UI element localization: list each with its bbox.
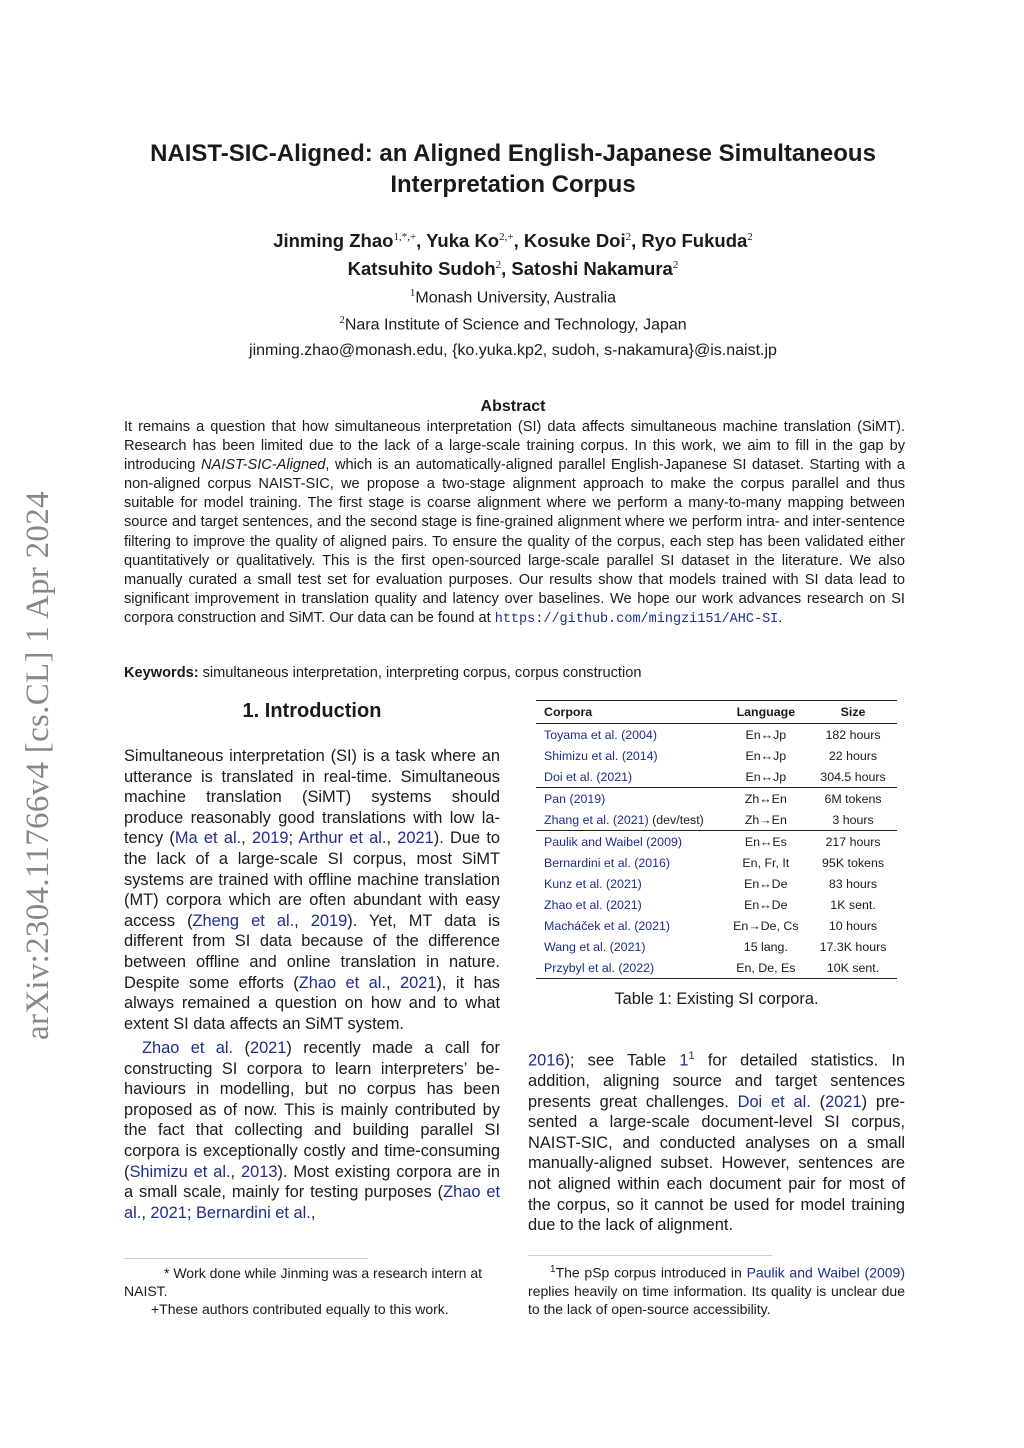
- language-cell: En↔Jp: [745, 748, 787, 763]
- citation-link[interactable]: 2016: [528, 1051, 565, 1070]
- corpus-citation[interactable]: Toyama et al. (2004): [544, 727, 657, 742]
- table-row: [536, 831, 897, 853]
- language-cell: En↔Jp: [745, 727, 787, 742]
- paragraph-text: ). Most existing corpora are in a small scale, mainly for testing purposes (: [124, 1162, 501, 1202]
- author-line-1: Jinming Zhao$^{1,*,+}$, Yuka $Ko^{2,+}$, Kosuke Doi$^2$, Ryo Fukuda$^2$: [273, 230, 753, 251]
- citation-link[interactable]: 2021: [150, 1203, 187, 1222]
- title-line-1: NAIST-SIC-Aligned: an Aligned English-Japanese Simultaneous: [150, 140, 876, 167]
- language-cell: En↔De: [744, 897, 788, 912]
- table-reference-link[interactable]: 1: [679, 1051, 689, 1070]
- paragraph-text: ,: [386, 829, 398, 848]
- affiliation-mark: 1: [409, 287, 416, 299]
- footnote-number: 1: [550, 1264, 556, 1275]
- author-affiliation-mark: 2: [495, 258, 502, 271]
- size-cell: 182 hours: [825, 727, 881, 742]
- language-cell: En, Fr, It: [742, 855, 790, 870]
- corpus-citation[interactable]: Zhang et al. (2021): [544, 812, 649, 827]
- language-cell: En↔Es: [744, 834, 787, 849]
- keywords-label: Keywords:: [124, 665, 199, 681]
- keywords: [124, 665, 905, 681]
- intro-paragraph-1: [124, 746, 500, 1034]
- corpus-note: (dev/test): [648, 812, 704, 827]
- paragraph-text: ,: [294, 911, 311, 930]
- corpus-citation[interactable]: Macháček et al. (2021): [544, 918, 671, 933]
- corpus-citation[interactable]: Wang et al. (2021): [544, 939, 646, 954]
- paragraph-text: ); see Table: [564, 1051, 680, 1070]
- paragraph-text: ,: [310, 1203, 316, 1222]
- paragraph-text: ;: [288, 829, 299, 848]
- paragraph-text: ) recently made a call for constructing SI corpora to learn interpreters’ behaviours in modelling, but no corpus has been proposed as of now. This is mainly contributed by the fact that collecting and building parallel SI corpora is exceptionally costly and time-consuming (: [124, 1039, 500, 1181]
- author-name: Kosuke Doi: [523, 230, 626, 251]
- affiliation-mark: 2: [339, 314, 345, 326]
- size-cell: 3 hours: [832, 812, 874, 827]
- footnote-marker[interactable]: 1: [688, 1050, 695, 1062]
- intro-paragraph-2: [124, 1038, 500, 1223]
- footnote-text: replies heavily on time information. Its quality is unclear due to the lack of open-source accessibility.: [528, 1282, 905, 1317]
- paragraph-text: ,: [141, 1203, 151, 1222]
- table-row: [536, 745, 897, 766]
- size-cell: 17.3K hours: [819, 939, 887, 954]
- paragraph-text: (: [233, 1039, 250, 1057]
- column-header-corpora: Corpora: [544, 704, 593, 719]
- author-line-2: Katsuhito Sudoh$^2$, Satoshi Nakamura$^2$: [347, 258, 679, 279]
- size-cell: 6M tokens: [824, 791, 882, 806]
- paragraph-text: ,: [230, 1162, 241, 1181]
- citation-link[interactable]: Arthur et al.: [298, 829, 387, 848]
- citation-link[interactable]: 2021: [397, 829, 434, 848]
- corpus-citation[interactable]: Doi et al. (2021): [544, 769, 633, 784]
- dataset-name: NAIST-SIC-Aligned: [200, 457, 326, 474]
- affiliation-2: [110, 314, 916, 334]
- corpus-citation[interactable]: Pan (2019): [544, 791, 606, 806]
- affiliation-text: Monash University, Australia: [415, 289, 617, 307]
- table-row: [536, 915, 897, 936]
- size-cell: 95K tokens: [822, 855, 885, 870]
- citation-link[interactable]: 2021: [249, 1039, 287, 1057]
- author-name: Satoshi Nakamura: [511, 258, 673, 279]
- citation-link[interactable]: Zhao et al.: [124, 1183, 500, 1222]
- size-cell: 10 hours: [828, 918, 878, 933]
- paragraph-text: ,: [385, 973, 400, 992]
- intro-paragraph-2-continued: [528, 1046, 905, 1236]
- citation-link[interactable]: Zheng et al.: [192, 911, 295, 930]
- citation-link[interactable]: Shimizu et al.: [129, 1162, 231, 1181]
- footnote-equal-contribution: +These authors contributed equally to this work.: [151, 1301, 449, 1317]
- si-corpora-table: [536, 700, 897, 979]
- size-cell: 217 hours: [825, 834, 881, 849]
- citation-link[interactable]: Zhao et al.: [298, 973, 386, 992]
- abstract-heading: Abstract: [480, 398, 546, 415]
- paragraph-text: ,: [241, 829, 252, 848]
- language-cell: Zh↔En: [744, 791, 787, 806]
- table-row: [536, 788, 897, 810]
- table-row: [536, 894, 897, 915]
- citation-link[interactable]: Doi et al.: [737, 1092, 811, 1111]
- language-cell: En↔Jp: [745, 769, 787, 784]
- affiliation-1: [110, 287, 916, 307]
- keywords-text: simultaneous interpretation, interpreting corpus, corpus construction: [202, 665, 642, 681]
- corpus-citation[interactable]: Przybyl et al. (2022): [544, 960, 655, 975]
- citation-link[interactable]: 2019: [251, 829, 289, 848]
- table-row: [536, 873, 897, 894]
- author-affiliation-mark: 2: [672, 258, 679, 271]
- language-cell: En↔De: [744, 876, 788, 891]
- author-affiliation-mark: 2,+: [499, 230, 514, 243]
- author-affiliation-mark: 1,*,+: [393, 230, 417, 243]
- author-name: Katsuhito Sudoh: [347, 258, 496, 279]
- table-row: [536, 957, 897, 979]
- paragraph-text: (: [810, 1092, 826, 1111]
- table-header-row: [536, 701, 897, 724]
- table-row: [536, 936, 897, 957]
- footnote-divider: [124, 1258, 368, 1259]
- citation-link[interactable]: Zhao et al.: [142, 1039, 234, 1057]
- citation-link[interactable]: Ma et al.: [174, 829, 242, 848]
- table-row: [536, 724, 897, 746]
- author-affiliation-mark: 2: [747, 230, 753, 243]
- size-cell: 1K sent.: [830, 897, 876, 912]
- title-line-2: Interpretation Corpus: [390, 171, 636, 198]
- table-row: [536, 852, 897, 873]
- footnote-psp-corpus: [528, 1261, 905, 1318]
- arxiv-identifier-stamp: arXiv:2304.11766v4 [cs.CL] 1 Apr 2024: [20, 491, 56, 1040]
- corpus-citation[interactable]: Kunz et al. (2021): [544, 876, 642, 891]
- citation-link[interactable]: 2013: [240, 1162, 278, 1181]
- abstract-text: It remains a question that how simultaneous interpretation (SI) data affects simultaneous machine translation (SiMT). Research has been limited due to the lack of a large-scale training corpus. In this work, we aim to fill in the gap by introducing: [124, 419, 905, 474]
- language-cell: En→De, Cs: [733, 918, 799, 933]
- size-cell: 83 hours: [828, 876, 878, 891]
- paragraph-text: ). Yet, MT data is different from SI data because of the difference between offline and online translation in nature. Despite some efforts (: [124, 911, 500, 992]
- size-cell: 22 hours: [828, 748, 878, 763]
- footnote-divider: [528, 1255, 772, 1256]
- corpus-citation[interactable]: Bernardini et al. (2016): [544, 855, 671, 870]
- footnote-text: The pSp corpus introduced in: [555, 1264, 747, 1281]
- paragraph-text: ;: [186, 1203, 196, 1222]
- language-cell: 15 lang.: [743, 939, 788, 954]
- abstract-text: .: [778, 609, 783, 626]
- language-cell: Zh→En: [744, 812, 787, 827]
- paragraph-text: ), it has always remained a question on how and to what extent SI data affects an SiMT system.: [124, 973, 501, 1033]
- citation-link[interactable]: Paulik and Waibel (2009): [746, 1264, 905, 1281]
- repository-link[interactable]: https://github.com/mingzi151/AHC-SI: [494, 611, 779, 627]
- abstract-body: [124, 418, 905, 629]
- corpus-citation[interactable]: Paulik and Waibel (2009): [544, 834, 682, 849]
- size-cell: 304.5 hours: [820, 769, 886, 784]
- size-cell: 10K sent.: [826, 960, 880, 975]
- table-row: [536, 809, 897, 831]
- paragraph-text: ). Due to the lack of a large-scale SI corpus, most SiMT systems are trained with offline machine translation (MT) corpora which are often abundant with easy access (: [124, 829, 501, 930]
- corpus-citation[interactable]: Shimizu et al. (2014): [544, 748, 658, 763]
- citation-link[interactable]: 2021: [825, 1092, 862, 1111]
- paragraph-text: ) presented a large-scale document-level SI corpus, NAIST-SIC, and conducted analyses on a small manually-aligned subset. However, sentences are not aligned within each document pair for most of the corpus, so it cannot be used for model training due to the lack of alignment.: [528, 1092, 906, 1235]
- author-name: Jinming Zhao: [273, 230, 394, 251]
- footnote-work-done: * Work done while Jinming was a research intern at NAIST.: [124, 1265, 483, 1299]
- citation-link[interactable]: 2019: [310, 911, 348, 930]
- affiliation-text: Nara Institute of Science and Technology, Japan: [344, 316, 687, 334]
- section-heading-introduction: 1. Introduction: [242, 700, 382, 722]
- abstract-text: , which is an automatically-aligned parallel English-Japanese SI dataset. Starting with a non-aligned corpus NAIST-SIC, we propose a two-stage alignment approach to make the corpus parallel and thus suitable for model training. The first stage is coarse alignment where we perform a many-to-many mapping between source and target sentences, and the second stage is fine-grained alignment where we perform intra- and inter-sentence filtering to improve the quality of aligned pairs. To ensure the quality of the corpus, each step has been validated either quantitatively or qualitatively. This is the first open-sourced large-scale parallel SI dataset in the literature. We also manually curated a small test set for evaluation purposes. Our results show that models trained with SI data lead to significant improvement in translation quality and latency over baselines. We hope our work advances research on SI corpora construction and SiMT. Our data can be found at: [124, 457, 905, 626]
- table-row: [536, 766, 897, 788]
- author-affiliation-mark: 2: [625, 230, 632, 243]
- column-header-language: Language: [736, 704, 796, 719]
- author-name: Ryo Fukuda: [641, 230, 748, 251]
- paragraph-text: for detailed statistics. In addition, aligning source and target sentences presents great challenges.: [528, 1051, 905, 1111]
- paper-title: [110, 138, 916, 200]
- author-emails: jinming.zhao@monash.edu, {ko.yuka.kp2, sudoh, s-nakamura}@is.naist.jp: [249, 342, 777, 359]
- author-name: Yuka Ko: [426, 230, 500, 251]
- table-caption: Table 1: Existing SI corpora.: [614, 990, 819, 1008]
- column-header-size: Size: [840, 704, 866, 719]
- corpus-citation[interactable]: Zhao et al. (2021): [544, 897, 642, 912]
- language-cell: En, De, Es: [736, 960, 796, 975]
- citation-link[interactable]: 2021: [400, 973, 437, 992]
- citation-link[interactable]: Bernardini et al.: [196, 1203, 311, 1222]
- paragraph-text: Simultaneous interpretation (SI) is a task where an utterance is translated in real-time. Simultaneous machine translation (SiMT) systems should produce reasonably good translations with low latency (: [124, 747, 500, 848]
